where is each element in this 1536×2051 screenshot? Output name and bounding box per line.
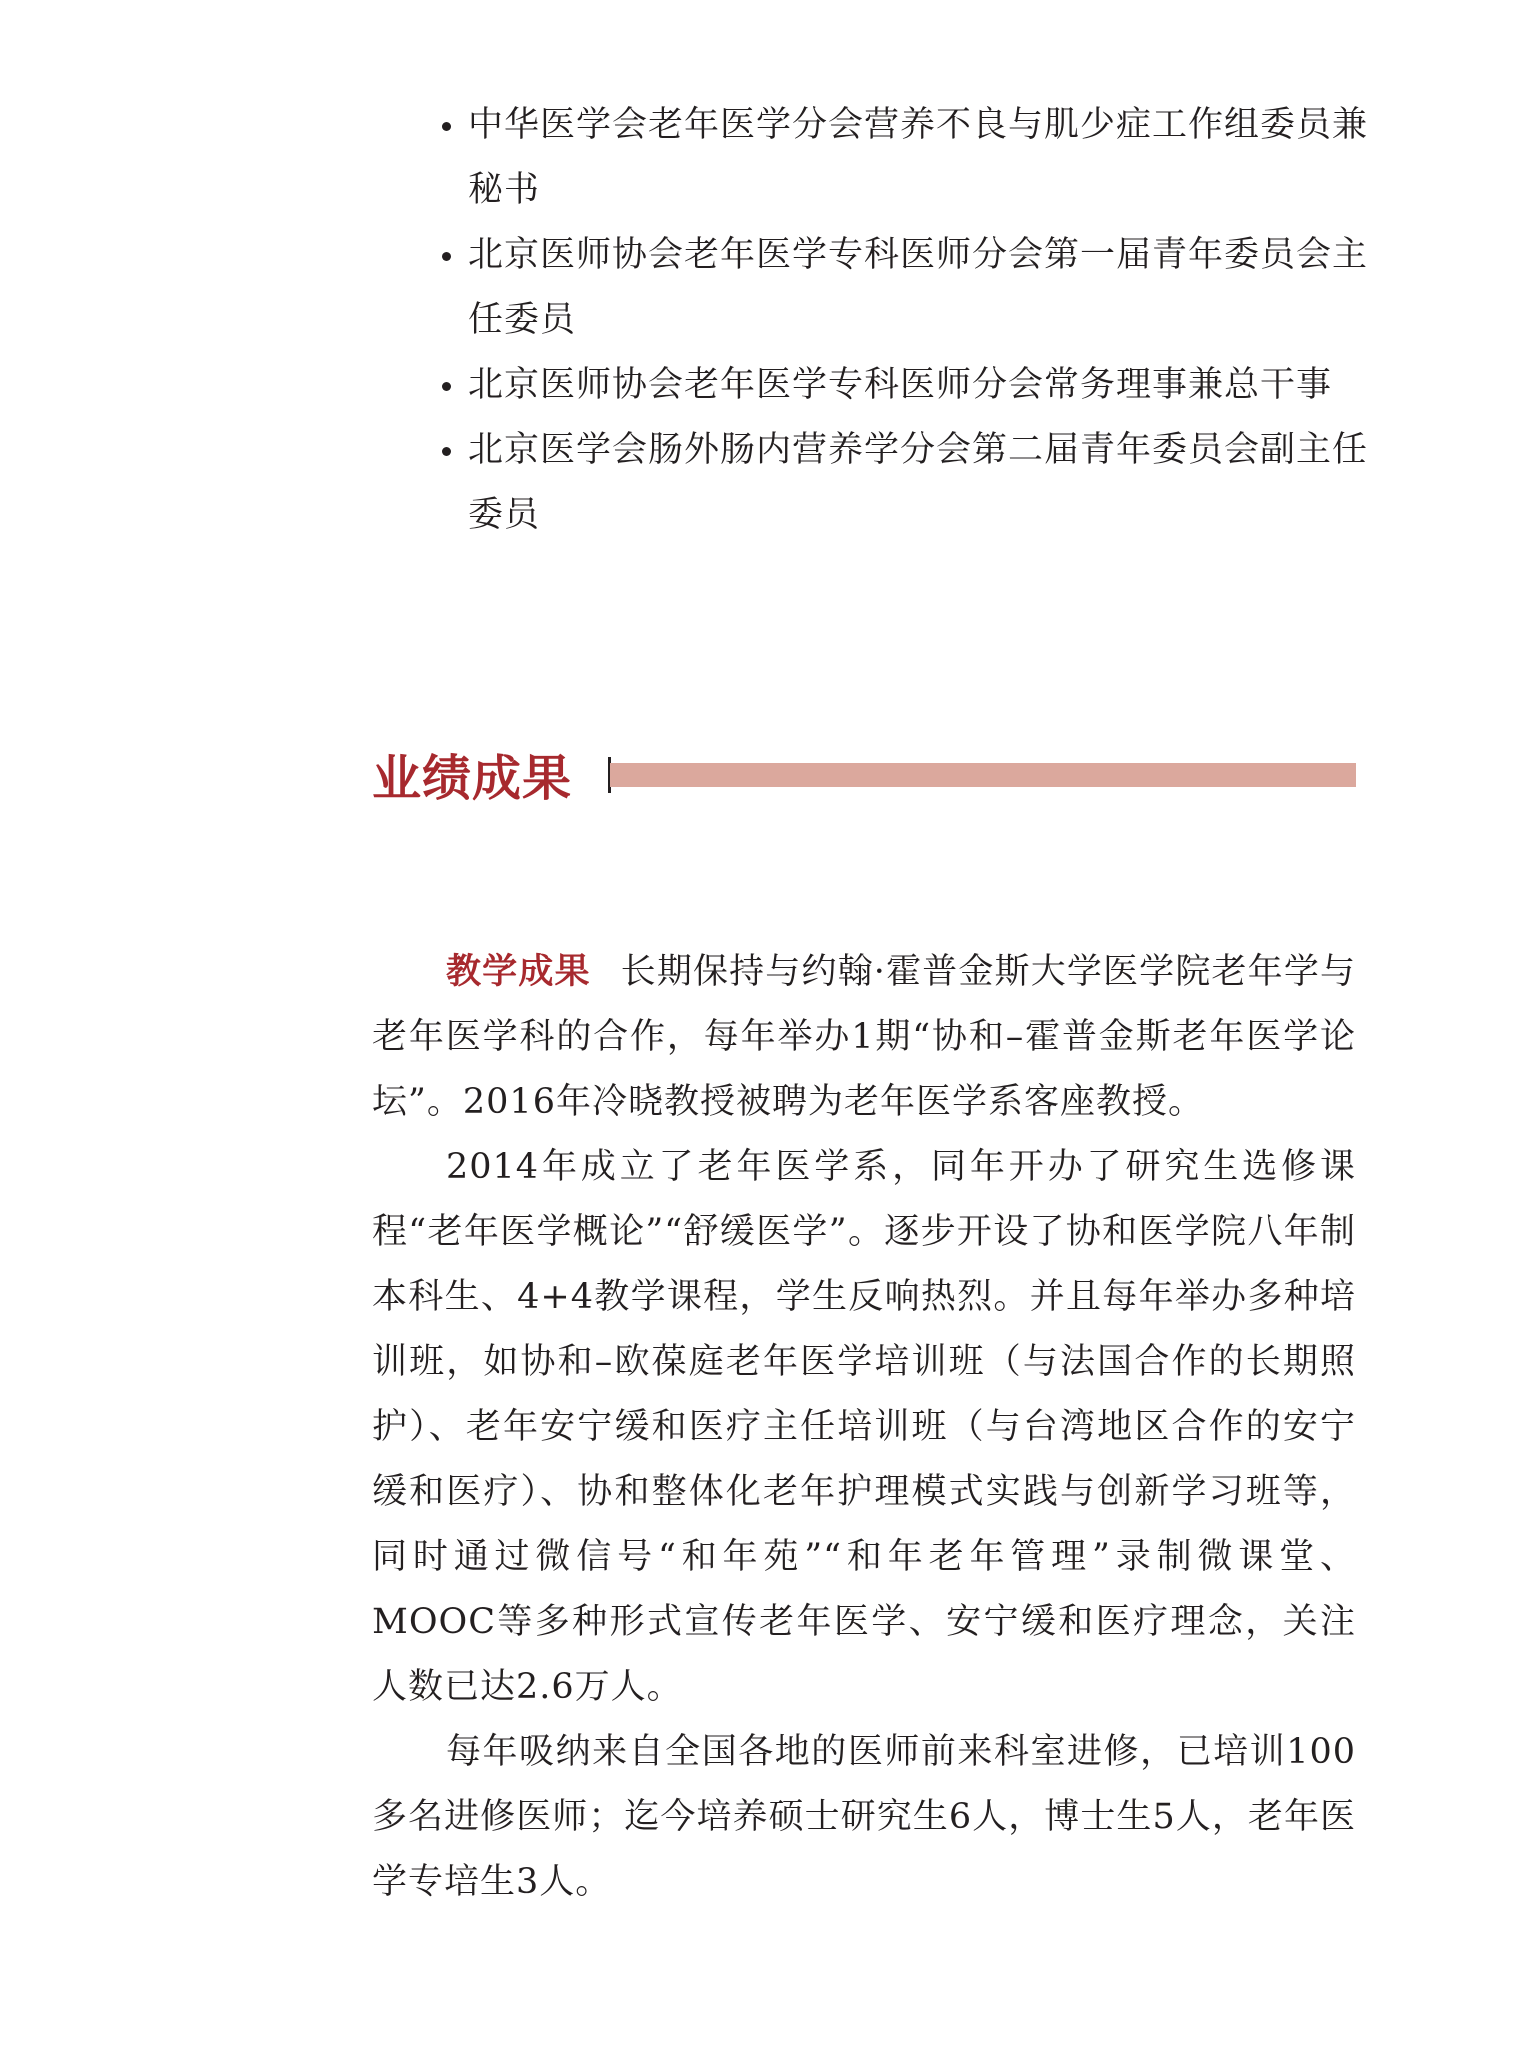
section-title: 业绩成果 bbox=[372, 749, 573, 807]
section-divider bbox=[610, 763, 1356, 787]
list-item bbox=[438, 353, 1378, 418]
bullet-dot-icon bbox=[442, 447, 451, 456]
paragraph-text: 2014年成立了老年医学系，同年开办了研究生选修课程“老年医学概论”“舒缓医学”。逐步开设了协和医学院八年制本科生、4+4教学课程，学生反响热烈。并且每年举办多种培训班，如协和–欧葆庭老年医学培训班（与法国合作的长期照护）、老年安宁缓和医疗主任培训班（与台湾地区合作的安宁缓和医疗）、协和整体化老年护理模式实践与创新学习班等，同时通过微信号“和年苑”“和年老年管理”录制微课堂、MOOC等多种形式宣传老年医学、安宁缓和医疗理念，关注人数已达2.6万人。 bbox=[372, 1147, 1356, 1707]
list-item-text: 中华医学会老年医学分会营养不良与肌少症工作组委员兼秘书 bbox=[468, 105, 1369, 210]
list-item-text: 北京医师协会老年医学专科医师分会常务理事兼总干事 bbox=[468, 365, 1333, 405]
bullet-dot-icon bbox=[442, 382, 451, 391]
paragraph-teaching bbox=[372, 939, 1356, 1135]
paragraph-training bbox=[372, 1720, 1356, 1915]
list-item bbox=[438, 93, 1378, 223]
bullet-dot-icon bbox=[442, 252, 451, 261]
paragraph-lead-label: 教学成果 bbox=[446, 951, 591, 992]
list-item bbox=[438, 223, 1378, 353]
section-body bbox=[372, 939, 1356, 1915]
paragraph-department bbox=[372, 1135, 1356, 1720]
paragraph-text: 每年吸纳来自全国各地的医师前来科室进修，已培训100多名进修医师；迄今培养硕士研究生6人，博士生5人，老年医学专培生3人。 bbox=[372, 1732, 1356, 1902]
bullet-dot-icon bbox=[442, 122, 451, 131]
paragraph-text: 长期保持与约翰·霍普金斯大学医学院老年学与老年医学科的合作，每年举办1期“协和–霍普金斯老年医学论坛”。2016年冷晓教授被聘为老年医学系客座教授。 bbox=[372, 952, 1356, 1122]
list-item-text: 北京医学会肠外肠内营养学分会第二届青年委员会副主任委员 bbox=[468, 430, 1369, 535]
section-header bbox=[372, 745, 1356, 811]
list-item-text: 北京医师协会老年医学专科医师分会第一届青年委员会主任委员 bbox=[468, 235, 1369, 340]
membership-list bbox=[438, 93, 1378, 548]
list-item bbox=[438, 418, 1378, 548]
